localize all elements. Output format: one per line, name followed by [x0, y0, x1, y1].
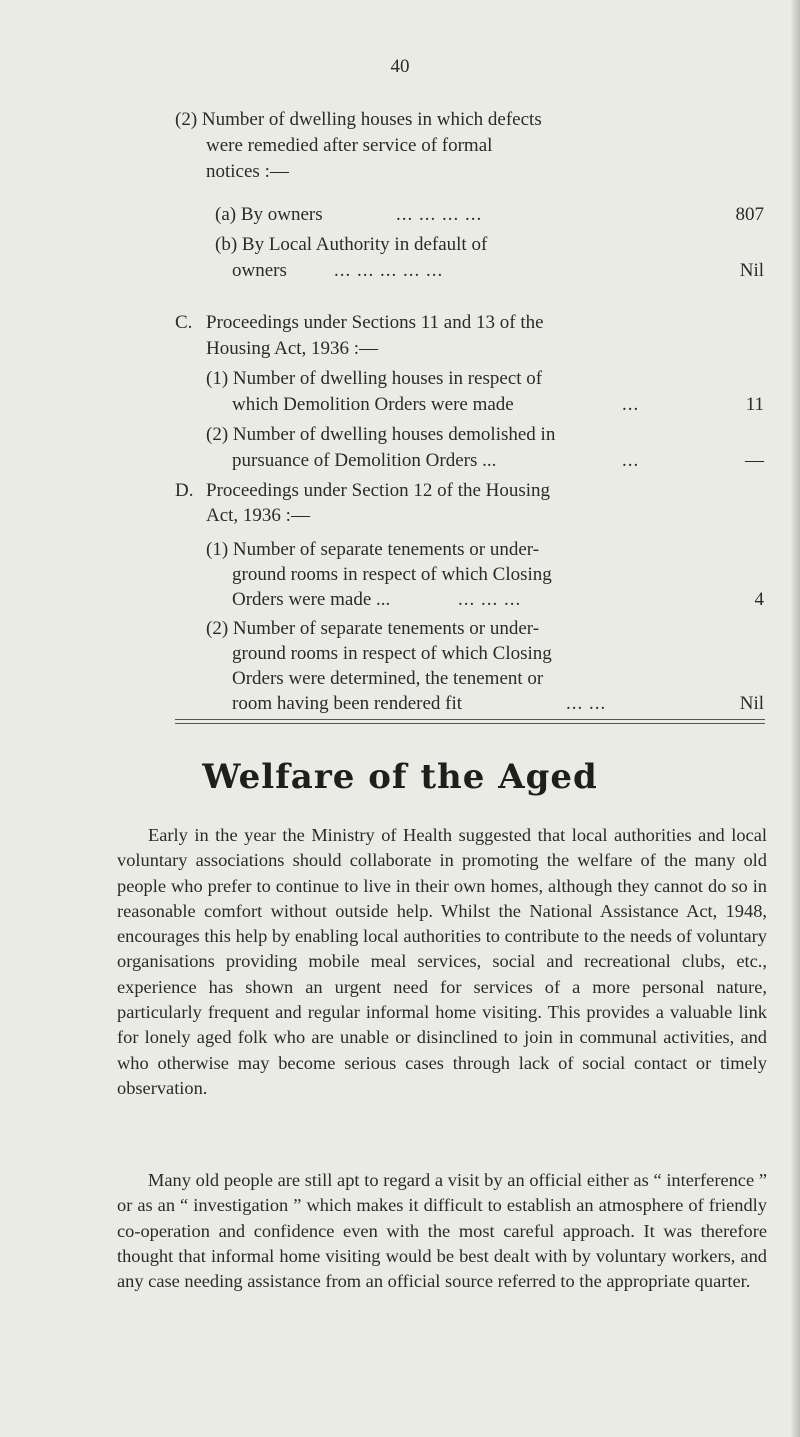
item-d2-leader-dots: ... ... [566, 693, 607, 714]
item-c2-value: — [745, 450, 764, 471]
item-d1-value: 4 [754, 589, 764, 610]
separator-rule-bottom [175, 723, 765, 724]
item-c2-leader-dots: ... [622, 450, 640, 471]
page-edge-shadow [790, 0, 800, 1437]
section-d-letter: D. [175, 480, 194, 501]
item-d1-leader-dots: ... ... ... [458, 589, 522, 610]
item-d2-line-3: Orders were determined, the tenement or [232, 668, 544, 689]
item-c2-line-1: (2) Number of dwelling houses demolished in [206, 424, 556, 445]
item-d1-line-2: ground rooms in respect of which Closing [232, 564, 552, 585]
item-b2a-leader-dots: ... ... ... ... [396, 204, 483, 225]
item-c1-line-1: (1) Number of dwelling houses in respect of [206, 368, 543, 389]
item-b2-line-3: notices :— [206, 161, 289, 182]
item-d1-line-3: Orders were made ... [232, 589, 391, 610]
page-number: 40 [390, 56, 410, 77]
section-c-line-2: Housing Act, 1936 :— [206, 338, 379, 359]
item-c1-value: 11 [745, 394, 764, 415]
welfare-paragraph-2: Many old people are still apt to regard a visit by an official either as “ interference ” or as an “ investigation ” which makes it difficult to establish an atmosphere of friendly co-operation and confidence even with the most careful approach. It was therefore thought that informal home visiting would be best dealt with by voluntary workers, and any case needing assistance from an official source referred to the appropriate quarter. [117, 1170, 767, 1292]
item-b2a-value: 807 [735, 204, 764, 225]
item-b2b-line-2: owners [232, 260, 287, 281]
section-d-line-2: Act, 1936 :— [206, 505, 310, 526]
item-d2-line-2: ground rooms in respect of which Closing [232, 643, 552, 664]
section-heading: Welfare of the Aged [202, 757, 598, 797]
item-b2b-leader-dots: ... ... ... ... ... [334, 260, 444, 281]
welfare-paragraph-1: Early in the year the Ministry of Health suggested that local authorities and local voluntary associations should collaborate in promoting the welfare of the many old people who prefer to continue to live in their own homes, although they cannot do so in reasonable comfort without outside help. Whilst the National Assistance Act, 1948, encourages this help by enabling local authorities to contribute to the needs of voluntary organisations providing mobile meal services, social and recreational clubs, etc., experience has shown an urgent need for services of a more personal nature, particularly frequent and regular informal home visiting. This provides a valuable link for lonely aged folk who are unable or disinclined to join in communal activities, and who otherwise may become serious cases through lack of social contact or timely observation. [117, 825, 767, 1098]
separator-rule-top [175, 719, 765, 720]
item-d2-line-1: (2) Number of separate tenements or under- [206, 618, 540, 639]
item-d2-line-4: room having been rendered fit [232, 693, 463, 714]
item-c1-line-2: which Demolition Orders were made [232, 394, 514, 415]
item-b2b-value: Nil [739, 260, 764, 281]
item-b2-line-1: (2) Number of dwelling houses in which defects [175, 109, 542, 130]
item-d1-line-1: (1) Number of separate tenements or under- [206, 539, 540, 560]
section-c-line-1: Proceedings under Sections 11 and 13 of the [206, 312, 544, 333]
section-d-line-1: Proceedings under Section 12 of the Housing [206, 480, 551, 501]
item-b2b-line-1: (b) By Local Authority in default of [215, 234, 488, 255]
item-d2-value: Nil [739, 693, 764, 714]
item-c1-leader-dots: ... [622, 394, 640, 415]
item-c2-line-2: pursuance of Demolition Orders ... [232, 450, 497, 471]
section-c-letter: C. [175, 312, 193, 333]
item-b2-line-2: were remedied after service of formal [206, 135, 493, 156]
item-b2a-label: (a) By owners [215, 204, 323, 225]
